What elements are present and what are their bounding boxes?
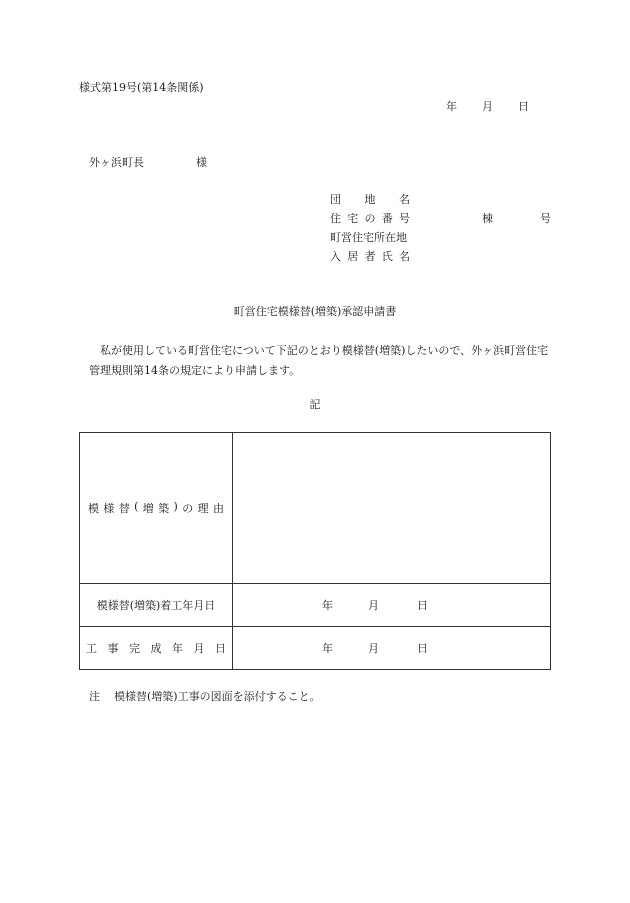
addressee-honorific: 様 [196,156,207,169]
complete-date-label: 工 事 完 成 年 月 日 [80,627,233,670]
label-housing-number: 住 宅 の 番 号 [330,212,410,225]
note-text: 模様替(増築)工事の図面を添付すること。 [114,690,321,703]
addressee-name: 外ヶ浜町長 [89,156,144,169]
body-paragraph: 私が使用している町営住宅について下記のとおり模様替(増築)したいので、外ヶ浜町営住宅管理規則第14条の規定により申請します。 [89,344,549,377]
date-day: 日 [518,100,529,113]
detail-table [79,432,551,670]
ki-heading: 記 [309,398,321,411]
table-row-reason [80,433,551,584]
date-year: 年 [446,100,457,113]
document-title: 町営住宅模様替(増築)承認申請書 [233,305,397,318]
complete-date-input[interactable]: 年 月 日 [233,627,551,670]
footnote [89,690,321,704]
label-danchi: 団 地 名 [330,193,410,206]
date-month: 月 [482,100,493,113]
reason-label: 模 様 替 ( 増 築 ) の 理 由 [80,433,233,584]
reason-input[interactable] [233,433,551,584]
label-location: 町営住宅所在地 [330,231,407,244]
start-date-label: 模様替(増築)着工年月日 [80,584,233,627]
addressee [89,156,207,170]
note-mark: 注 [89,690,100,703]
unit-go: 号 [540,212,551,225]
start-date-input[interactable]: 年 月 日 [233,584,551,627]
label-resident-name: 入 居 者 氏 名 [330,250,410,263]
table-row-complete-date [80,627,551,670]
unit-mune: 棟 [482,212,493,225]
table-row-start-date [80,584,551,627]
form-number: 様式第19号(第14条関係) [79,81,204,94]
